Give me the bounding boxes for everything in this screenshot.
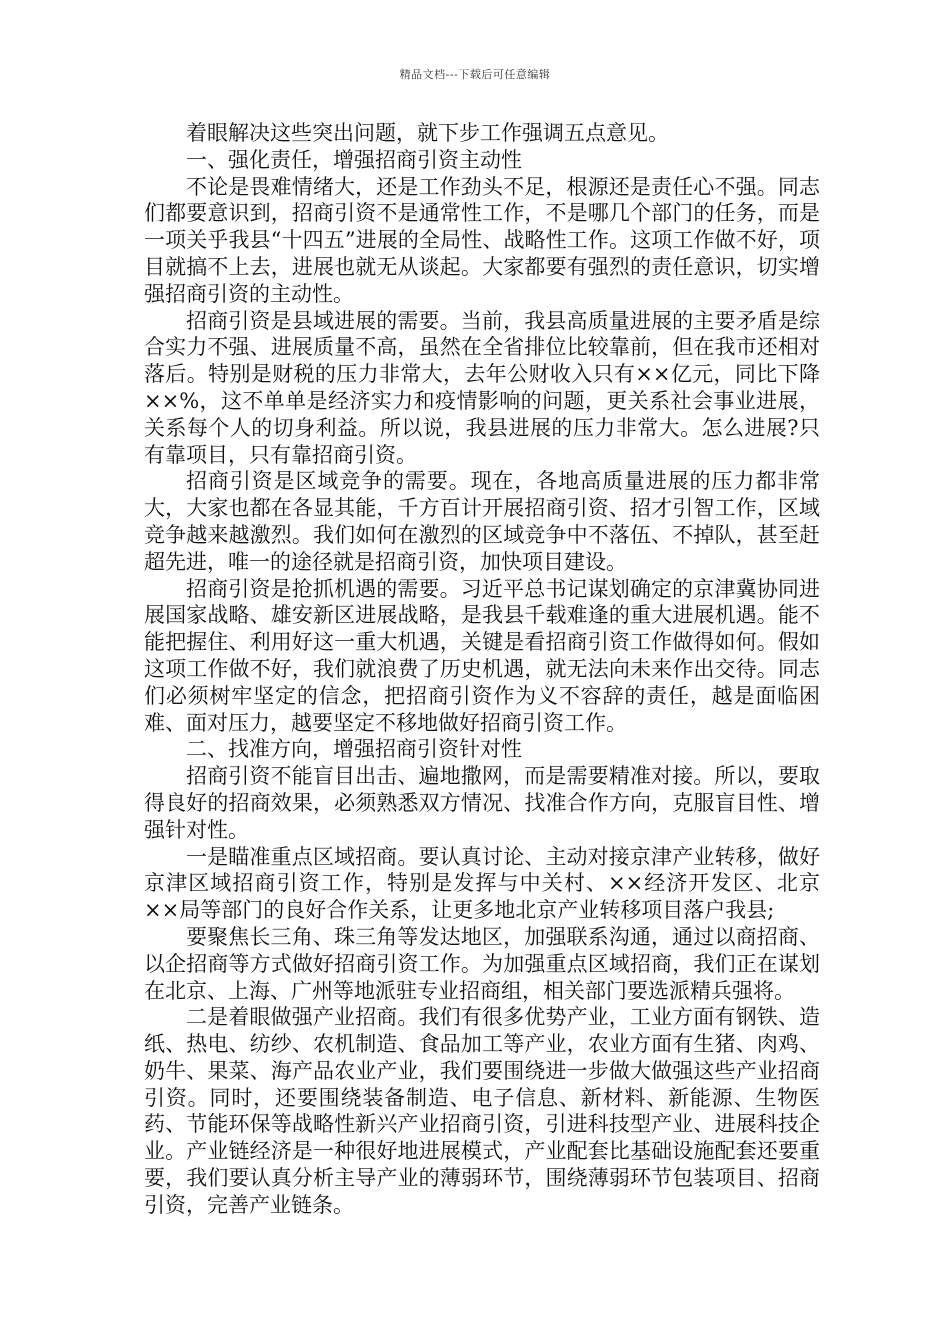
paragraph-intro: 着眼解决这些突出问题，就下步工作强调五点意见。: [186, 121, 669, 145]
document-body: [144, 120, 820, 1219]
paragraph: 招商引资是抢抓机遇的需要。习近平总书记谋划确定的京津冀协同进展国家战略、雄安新区进展战略，是我县千载难逢的重大进展机遇。能不能把握住、利用好这一重大机遇，关键是看招商引资工作做得如何。假如这项工作做不好，我们就浪费了历史机遇，就无法向未来作出交待。同志们必须树牢坚定的信念，把招商引资作为义不容辞的责任，越是面临困难、面对压力，越要坚定不移地做好招商引资工作。: [144, 576, 820, 735]
paragraph: 要聚焦长三角、珠三角等发达地区，加强联系沟通，通过以商招商、以企招商等方式做好招商引资工作。为加强重点区域招商，我们正在谋划在北京、上海、广州等地派驻专业招商组，相关部门要选派精兵强将。: [144, 924, 820, 1003]
section-heading-2: 二、找准方向，增强招商引资针对性: [186, 737, 522, 762]
paragraph: 不论是畏难情绪大，还是工作劲头不足，根源还是责任心不强。同志们都要意识到，招商引资不是通常性工作，不是哪几个部门的任务，而是一项关乎我县“十四五”进展的全局性、战略性工作。这项工作做不好，项目就搞不上去，进展也就无从谈起。大家都要有强烈的责任意识，切实增强招商引资的主动性。: [144, 174, 820, 306]
paragraph: 二是着眼做强产业招商。我们有很多优势产业，工业方面有钢铁、造纸、热电、纺纱、农机制造、食品加工等产业，农业方面有生猪、肉鸡、奶牛、果菜、海产品农业产业，我们要围绕进一步做大做强这些产业招商引资。同时，还要围绕装备制造、电子信息、新材料、新能源、生物医药、节能环保等战略性新兴产业招商引资，引进科技型产业、进展科技企业。产业链经济是一种很好地进展模式，产业配套比基础设施配套还要重要，我们要认真分析主导产业的薄弱环节，围绕薄弱环节包装项目、招商引资，完善产业链条。: [144, 1005, 820, 1217]
page-header: 精品文档---下载后可任意编辑: [399, 68, 551, 81]
section-heading-1: 一、强化责任，增强招商引资主动性: [186, 147, 522, 172]
paragraph: 招商引资是县域进展的需要。当前，我县高质量进展的主要矛盾是综合实力不强、进展质量不高，虽然在全省排位比较靠前，但在我市还相对落后。特别是财税的压力非常大，去年公财收入只有××亿元，同比下降××%，这不单单是经济实力和疫情影响的问题，更关系社会事业进展，关系每个人的切身利益。所以说，我县进展的压力非常大。怎么进展?只有靠项目，只有靠招商引资。: [144, 308, 820, 467]
paragraph: 招商引资是区域竞争的需要。现在，各地高质量进展的压力都非常大，大家也都在各显其能，千方百计开展招商引资、招才引智工作，区域竞争越来越激烈。我们如何在激烈的区域竞争中不落伍、不掉队，甚至赶超先进，唯一的途径就是招商引资，加快项目建设。: [144, 469, 820, 574]
paragraph: 一是瞄准重点区域招商。要认真讨论、主动对接京津产业转移，做好京津区域招商引资工作，特别是发挥与中关村、××经济开发区、北京××局等部门的良好合作关系，让更多地北京产业转移项目落户我县;: [144, 844, 820, 923]
paragraph: 招商引资不能盲目出击、遍地撒网，而是需要精准对接。所以，要取得良好的招商效果，必须熟悉双方情况、找准合作方向，克服盲目性、增强针对性。: [144, 764, 820, 842]
